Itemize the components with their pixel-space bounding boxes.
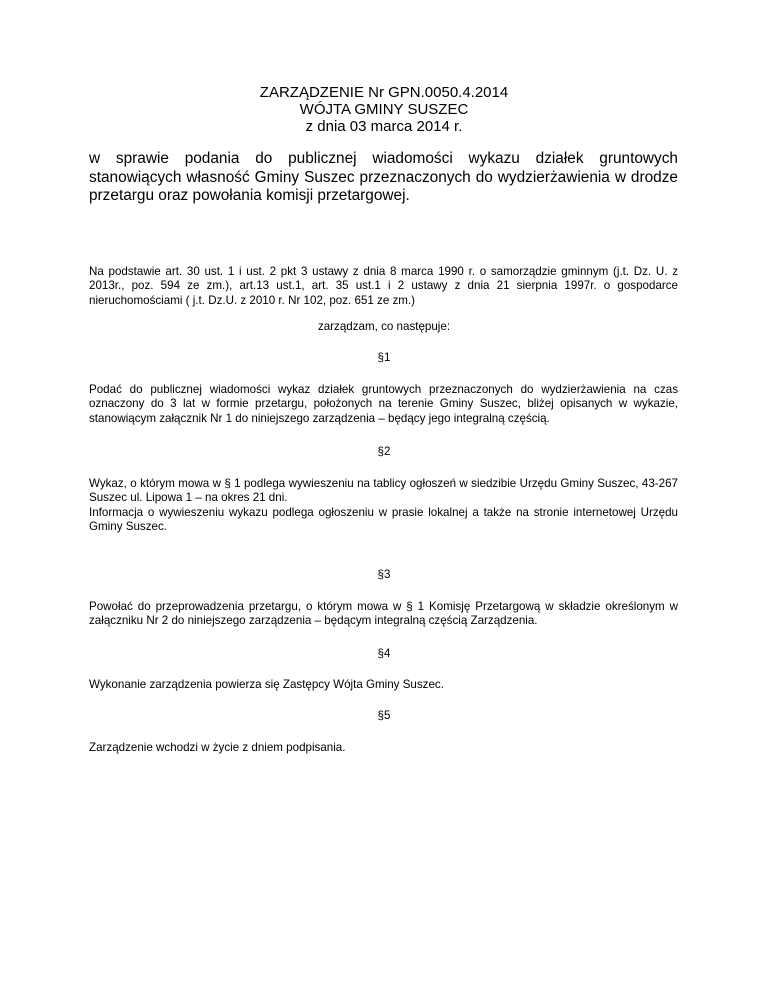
document-header bbox=[0, 84, 768, 135]
issuer: WÓJTA GMINY SUSZEC bbox=[299, 101, 469, 118]
section-2-text: Wykaz, o którym mowa w § 1 podlega wywieszeniu na tablicy ogłoszeń w siedzibie Urzędu Gminy Suszec, 43-267 Suszec ul. Lipowa 1 – na okres 21 dni. bbox=[89, 477, 678, 505]
section-3-text: Powołać do przeprowadzenia przetargu, o którym mowa w § 1 Komisję Przetargową w składzie określonym w załączniku Nr 2 do niniejszego zarządzenia – będącym integralną częścią Zarządzenia. bbox=[89, 600, 678, 628]
decree-subject: w sprawie podania do publicznej wiadomości wykazu działek gruntowych stanowiących własność Gminy Suszec przeznaczonych do wydzierżawienia w drodze przetargu oraz powołania komisji przetargowej. bbox=[89, 150, 678, 204]
section-5-marker: §5 bbox=[377, 709, 391, 722]
section-3-marker: §3 bbox=[377, 568, 391, 581]
section-5-text: Zarządzenie wchodzi w życie z dniem podpisania. bbox=[89, 741, 346, 754]
decree-number: ZARZĄDZENIE Nr GPN.0050.4.2014 bbox=[259, 84, 509, 101]
section-2-text-2: Informacja o wywieszeniu wykazu podlega ogłoszeniu w prasie lokalnej a także na stronie internetowej Urzędu Gminy Suszec. bbox=[89, 506, 678, 534]
legal-basis-paragraph: Na podstawie art. 30 ust. 1 i ust. 2 pkt 3 ustawy z dnia 8 marca 1990 r. o samorządzie gminnym (j.t. Dz. U. z 2013r., poz. 594 ze zm.), art.13 ust.1, art. 35 ust.1 i 2 ustawy z dnia 21 sierpnia 1997r. o gospodarce nieruchomościami ( j.t. Dz.U. z 2010 r. Nr 102, poz. 651 ze zm.) bbox=[89, 265, 678, 307]
section-4-marker: §4 bbox=[377, 647, 391, 660]
decree-intro: zarządzam, co następuje: bbox=[317, 320, 451, 333]
decree-date: z dnia 03 marca 2014 r. bbox=[305, 118, 463, 135]
section-4-text: Wykonanie zarządzenia powierza się Zastępcy Wójta Gminy Suszec. bbox=[89, 678, 444, 691]
section-1-marker: §1 bbox=[377, 351, 391, 364]
section-2-marker: §2 bbox=[377, 445, 391, 458]
section-1-text: Podać do publicznej wiadomości wykaz działek gruntowych przeznaczonych do wydzierżawienia na czas oznaczony do 3 lat w formie przetargu, położonych na terenie Gminy Suszec, bliżej opisanych w wykazie, stanowiącym załącznik Nr 1 do niniejszego zarządzenia – będący jego integralną częścią. bbox=[89, 383, 678, 425]
